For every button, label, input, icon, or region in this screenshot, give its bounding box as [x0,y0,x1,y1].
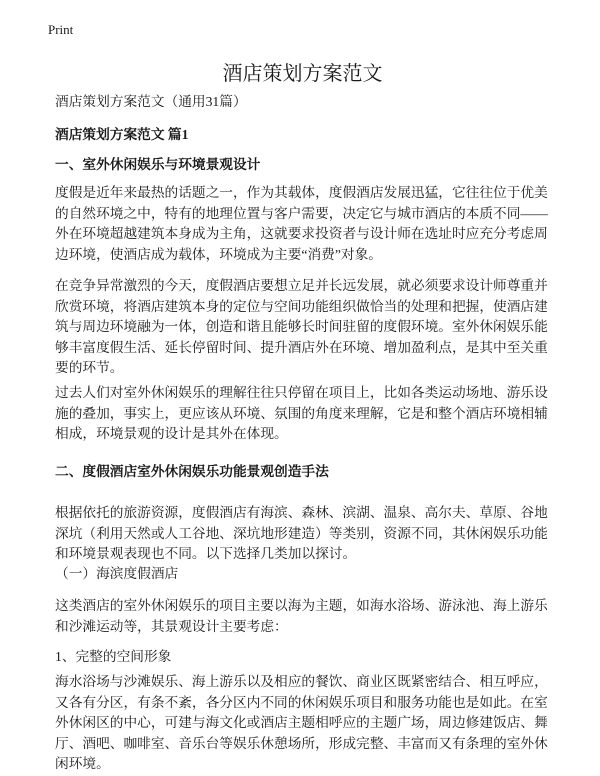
paragraph: 在竞争异常激烈的今天，度假酒店要想立足并长远发展，就必须要求设计师尊重并欣赏环境，将酒店建筑本身的定位与空间功能组织做恰当的处理和把握，使酒店建筑与周边环境融为一体，创造和谐且能够长时间驻留的度假环境。室外休闲娱乐能够丰富度假生活、延长停留时间、提升酒店外在环境、增加盈利点，是其中至关重要的环节。 [55,278,548,376]
subsection-heading: （一）海滨度假酒店 [55,566,179,581]
paragraph: 度假是近年来最热的话题之一，作为其载体，度假酒店发展迅猛，它往往位于优美的自然环境之中，特有的地理位置与客户需要，决定它与城市酒店的本质不同——外在环境超越建筑本身成为主角，这就要求投资者与设计师在选址时应充分考虑周边环境，使酒店成为载体，环境成为主要“消费”对象。 [55,185,548,262]
paragraph: 海水浴场与沙滩娱乐、海上游乐以及相应的餐饮、商业区既紧密结合、相互呼应，又各有分区，有条不紊，各分区内不同的休闲娱乐项目和服务功能也是如此。在室外休闲区的中心，可建与海文化或酒店主题相呼应的主题广场，周边修建饭店、舞厅、酒吧、咖啡室、音乐台等娱乐休憩场所，形成完整、丰富而又有条理的室外休闲环境。 [55,674,548,772]
document-subtitle: 酒店策划方案范文（通用31篇） [55,94,247,109]
chapter-heading: 酒店策划方案范文 篇1 [55,127,189,142]
document-title: 酒店策划方案范文 [222,63,383,85]
paragraph: 过去人们对室外休闲娱乐的理解往往只停留在项目上，比如各类运动场地、游乐设施的叠加，事实上，更应该从环境、氛围的角度来理解，它是和整个酒店环境相辅相成，环境景观的设计是其外在体现。 [55,385,548,442]
paragraph: 这类酒店的室外休闲娱乐的项目主要以海为主题，如海水浴场、游泳池、海上游乐和沙滩运动等，其景观设计主要考虑： [55,598,548,634]
section-heading-2: 二、度假酒店室外休闲娱乐功能景观创造手法 [55,464,329,479]
section-heading-1: 一、室外休闲娱乐与环境景观设计 [55,157,261,172]
paragraph: 根据依托的旅游资源，度假酒店有海滨、森林、滨湖、温泉、高尔夫、草原、谷地深坑（利用天然或人工谷地、深坑地形建造）等类别，资源不同，其休闲娱乐功能和环境景观表现也不同。以下选择几类加以探讨。 [55,505,548,562]
print-link[interactable]: Print [48,22,74,37]
list-item-heading: 1、完整的空间形象 [55,649,172,664]
